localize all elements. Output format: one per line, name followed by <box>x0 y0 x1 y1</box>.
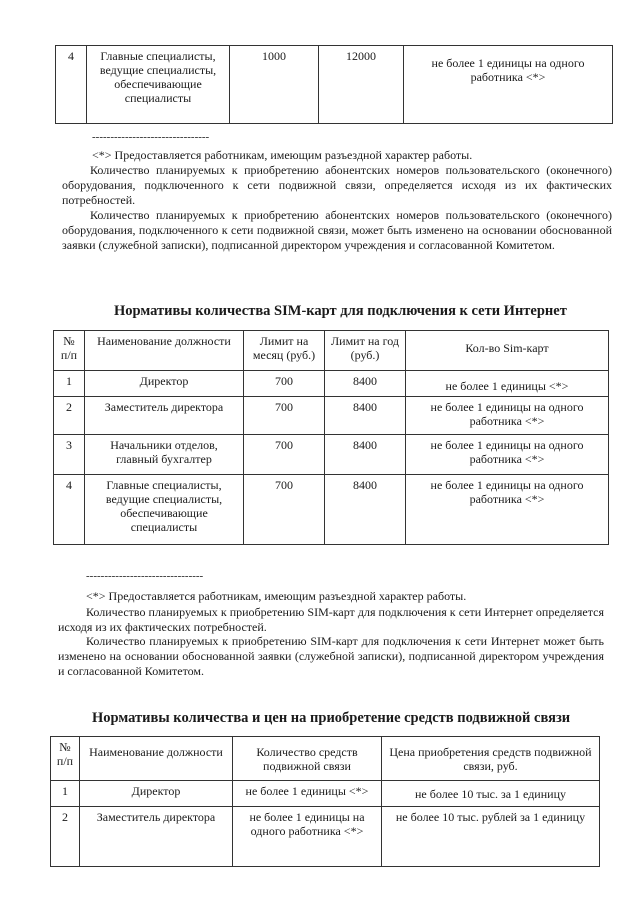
table-row <box>51 781 600 807</box>
section-title: Нормативы количества и цен на приобретение средств подвижной связи <box>92 710 571 726</box>
cell-number: 2 <box>51 807 80 867</box>
header-year-limit: Лимит на год (руб.) <box>325 331 406 371</box>
table-row <box>56 46 613 124</box>
cell-position: Заместитель директора <box>80 807 233 867</box>
cell-device-price: не более 10 тыс. за 1 единицу <box>382 781 600 807</box>
cell-year-limit: 8400 <box>325 435 406 475</box>
table-row <box>54 475 609 545</box>
table-row <box>54 435 609 475</box>
section-title: Нормативы количества SIM-карт для подключения к сети Интернет <box>114 303 567 319</box>
footnote-separator: -------------------------------- <box>92 131 210 143</box>
paragraph: Количество планируемых к приобретению SIM-карт для подключения к сети Интернет определяется исходя из их фактических потребностей. <box>58 605 604 634</box>
table-row <box>54 397 609 435</box>
table-mobile-numbers <box>55 45 613 124</box>
cell-position: Главные специалисты, ведущие специалисты, обеспечивающие специалисты <box>85 475 244 545</box>
cell-number: 3 <box>54 435 85 475</box>
cell-month-limit: 700 <box>244 371 325 397</box>
header-number: № п/п <box>51 737 80 781</box>
cell-quantity: не более 1 единицы на одного работника <*> <box>404 46 613 124</box>
cell-device-price: не более 10 тыс. рублей за 1 единицу <box>382 807 600 867</box>
footnote-separator: -------------------------------- <box>86 570 204 582</box>
cell-month-limit: 700 <box>244 397 325 435</box>
cell-number: 4 <box>54 475 85 545</box>
cell-month-limit: 1000 <box>230 46 319 124</box>
table-header-row <box>54 331 609 371</box>
footnote: <*> Предоставляется работникам, имеющим разъездной характер работы. <box>92 148 473 162</box>
table-row <box>54 371 609 397</box>
cell-sim-count: не более 1 единицы на одного работника <*> <box>406 397 609 435</box>
cell-number: 1 <box>54 371 85 397</box>
cell-device-count: не более 1 единицы <*> <box>233 781 382 807</box>
header-device-count: Количество средств подвижной связи <box>233 737 382 781</box>
cell-position: Директор <box>85 371 244 397</box>
header-position: Наименование должности <box>80 737 233 781</box>
footnote: <*> Предоставляется работникам, имеющим разъездной характер работы. <box>86 589 467 603</box>
cell-month-limit: 700 <box>244 475 325 545</box>
header-sim-count: Кол-во Sim-карт <box>406 331 609 371</box>
header-month-limit: Лимит на месяц (руб.) <box>244 331 325 371</box>
table-header-row <box>51 737 600 781</box>
cell-position: Начальники отделов, главный бухгалтер <box>85 435 244 475</box>
table-sim-cards <box>53 330 609 545</box>
cell-sim-count: не более 1 единицы <*> <box>406 371 609 397</box>
paragraph: Количество планируемых к приобретению SIM-карт для подключения к сети Интернет может быть изменено на основании обоснованной заявки (служебной записки), подписанной директором учреждения и согласованной Комитетом. <box>58 634 604 678</box>
table-row <box>51 807 600 867</box>
cell-number: 4 <box>56 46 87 124</box>
cell-month-limit: 700 <box>244 435 325 475</box>
cell-year-limit: 8400 <box>325 371 406 397</box>
paragraph: Количество планируемых к приобретению абонентских номеров пользовательского (оконечного) оборудования, подключенного к сети подвижной связи, может быть изменено на основании обоснованной заявки (служебной записки), подписанной директором учреждения и согласованной Комитетом. <box>62 208 612 252</box>
cell-year-limit: 8400 <box>325 475 406 545</box>
table-mobile-devices <box>50 736 600 867</box>
cell-position: Директор <box>80 781 233 807</box>
cell-position: Главные специалисты, ведущие специалисты, обеспечивающие специалисты <box>87 46 230 124</box>
header-device-price: Цена приобретения средств подвижной связи, руб. <box>382 737 600 781</box>
cell-number: 2 <box>54 397 85 435</box>
cell-sim-count: не более 1 единицы на одного работника <*> <box>406 475 609 545</box>
header-number: № п/п <box>54 331 85 371</box>
cell-number: 1 <box>51 781 80 807</box>
header-position: Наименование должности <box>85 331 244 371</box>
cell-position: Заместитель директора <box>85 397 244 435</box>
cell-year-limit: 8400 <box>325 397 406 435</box>
cell-device-count: не более 1 единицы на одного работника <*> <box>233 807 382 867</box>
cell-year-limit: 12000 <box>319 46 404 124</box>
cell-sim-count: не более 1 единицы на одного работника <*> <box>406 435 609 475</box>
paragraph: Количество планируемых к приобретению абонентских номеров пользовательского (оконечного) оборудования, подключенного к сети подвижной связи, определяется исходя из их фактических потребностей. <box>62 163 612 207</box>
